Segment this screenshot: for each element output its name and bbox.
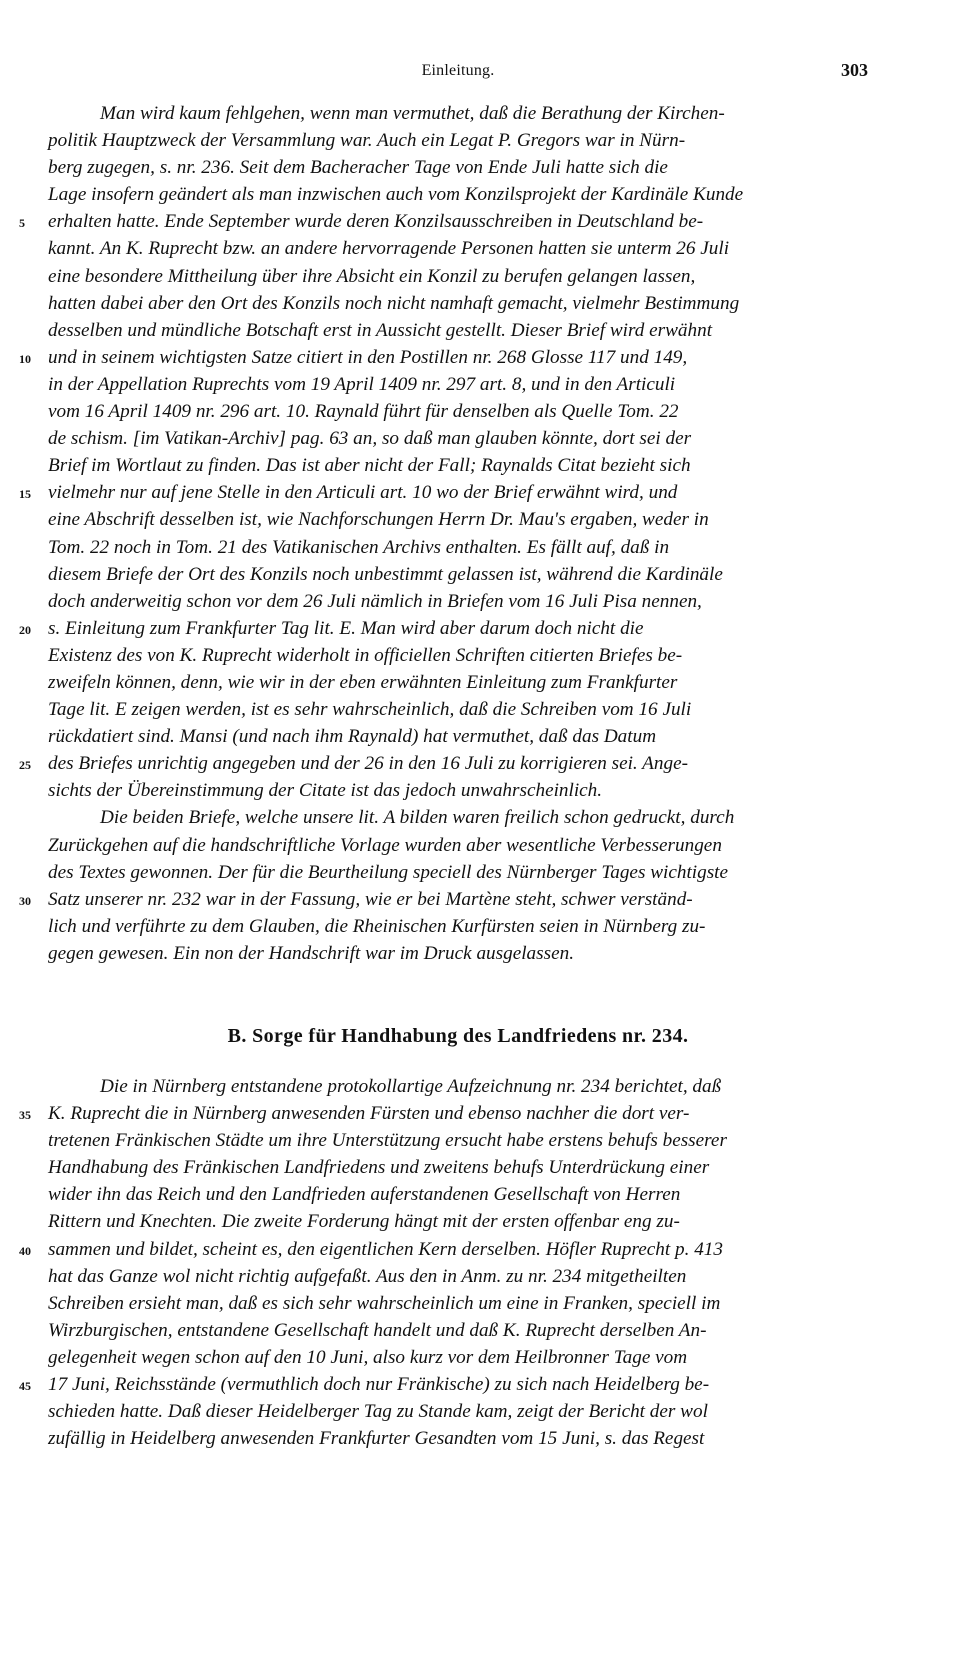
line-text: Satz unserer nr. 232 war in der Fassung, wie er bei Martène steht, schwer verständ-	[48, 888, 693, 910]
line-text: K. Ruprecht die in Nürnberg anwesenden Fürsten und ebenso nachher die dort ver-	[48, 1103, 690, 1125]
line-text: s. Einleitung zum Frankfurter Tag lit. E. Man wird aber darum doch nicht die	[48, 617, 644, 639]
page-number: 303	[841, 60, 868, 80]
line-text: des Textes gewonnen. Der für die Beurtheilung speciell des Nürnberger Tages wichtigste	[48, 861, 729, 883]
text-line	[48, 290, 868, 317]
text-line	[19, 479, 868, 506]
text-line	[48, 1425, 868, 1452]
text-line	[48, 1290, 868, 1317]
running-header	[48, 62, 868, 86]
text-line	[48, 100, 868, 127]
line-text: Tage lit. E zeigen werden, ist es sehr wahrscheinlich, daß die Schreiben vom 16 Juli	[48, 699, 692, 721]
text-line	[19, 1371, 868, 1398]
text-line	[48, 669, 868, 696]
section-b-text	[19, 1073, 868, 1452]
line-number: 25	[19, 758, 31, 773]
text-line	[48, 1181, 868, 1208]
line-text: desselben und mündliche Botschaft erst in Aussicht gestellt. Dieser Brief wird erwähnt	[48, 319, 713, 341]
line-number: 30	[19, 893, 31, 908]
text-line	[48, 696, 868, 723]
text-line	[48, 371, 868, 398]
text-line	[19, 750, 868, 777]
line-text: diesem Briefe der Ort des Konzils noch unbestimmt gelassen ist, während die Kardinäle	[48, 563, 723, 585]
text-line	[19, 1236, 868, 1263]
line-text: Brief im Wortlaut zu finden. Das ist aber nicht der Fall; Raynalds Citat bezieht sich	[48, 455, 691, 477]
line-text: Zurückgehen auf die handschriftliche Vorlage wurden aber wesentliche Verbesserungen	[48, 834, 722, 856]
line-text: Handhabung des Fränkischen Landfriedens und zweitens behufs Unterdrückung einer	[48, 1157, 710, 1179]
line-text: eine Abschrift desselben ist, wie Nachforschungen Herrn Dr. Mau's ergaben, weder in	[48, 509, 709, 531]
line-text: Die in Nürnberg entstandene protokollartige Aufzeichnung nr. 234 berichtet, daß	[100, 1076, 722, 1097]
line-number: 45	[19, 1379, 31, 1394]
line-number: 15	[19, 487, 31, 502]
section-heading-b: B. Sorge für Handhabung des Landfriedens nr. 234.	[227, 1025, 689, 1047]
text-line	[48, 859, 868, 886]
text-line	[48, 534, 868, 561]
section-a-text	[19, 100, 868, 967]
line-text: zufällig in Heidelberg anwesenden Frankfurter Gesandten vom 15 Juni, s. das Regest	[48, 1428, 705, 1450]
line-text: schieden hatte. Daß dieser Heidelberger Tag zu Stande kam, zeigt der Bericht der wol	[48, 1401, 708, 1423]
running-title: Einleitung.	[421, 62, 495, 79]
text-line	[48, 506, 868, 533]
line-number: 10	[19, 351, 31, 366]
text-line	[48, 1073, 868, 1100]
text-line	[48, 1127, 868, 1154]
line-number: 35	[19, 1108, 31, 1123]
line-text: wider ihn das Reich und den Landfrieden auferstandenen Gesellschaft von Herren	[48, 1184, 681, 1206]
text-line	[48, 317, 868, 344]
text-line	[48, 642, 868, 669]
text-line	[48, 913, 868, 940]
line-text: kannt. An K. Ruprecht bzw. an andere hervorragende Personen hatten sie unterm 26 Juli	[48, 238, 730, 260]
text-line	[48, 1398, 868, 1425]
line-text: vom 16 April 1409 nr. 296 art. 10. Raynald führt für denselben als Quelle Tom. 22	[48, 401, 679, 423]
text-line	[19, 886, 868, 913]
text-line	[48, 1154, 868, 1181]
text-line	[48, 940, 868, 967]
text-line	[19, 1100, 868, 1127]
text-line	[19, 208, 868, 235]
text-line	[48, 127, 868, 154]
text-line	[48, 235, 868, 262]
line-text: politik Hauptzweck der Versammlung war. Auch ein Legat P. Gregors war in Nürn-	[48, 130, 686, 152]
line-text: Rittern und Knechten. Die zweite Forderung hängt mit der ersten offenbar eng zu-	[48, 1211, 680, 1233]
line-text: hat das Ganze wol nicht richtig aufgefaßt. Aus den in Anm. zu nr. 234 mitgetheilten	[48, 1265, 687, 1287]
text-line	[48, 181, 868, 208]
line-text: rückdatiert sind. Mansi (und nach ihm Raynald) hat vermuthet, daß das Datum	[48, 726, 657, 748]
text-line	[48, 1263, 868, 1290]
line-text: doch anderweitig schon vor dem 26 Juli nämlich in Briefen vom 16 Juli Pisa nennen,	[48, 590, 702, 612]
line-text: zweifeln können, denn, wie wir in der eben erwähnten Einleitung zum Frankfurter	[48, 671, 678, 693]
line-number: 5	[19, 216, 25, 231]
line-text: erhalten hatte. Ende September wurde deren Konzilsausschreiben in Deutschland be-	[48, 211, 704, 233]
text-line	[48, 1344, 868, 1371]
text-line	[48, 561, 868, 588]
line-text: in der Appellation Ruprechts vom 19 April 1409 nr. 297 art. 8, und in den Articuli	[48, 373, 676, 395]
line-text: berg zugegen, s. nr. 236. Seit dem Bacheracher Tage von Ende Juli hatte sich die	[48, 157, 668, 179]
line-number: 20	[19, 622, 31, 637]
line-text: gelegenheit wegen schon auf den 10 Juni, also kurz vor dem Heilbronner Tage vom	[48, 1346, 688, 1368]
text-line	[48, 723, 868, 750]
text-line	[48, 425, 868, 452]
line-text: de schism. [im Vatikan-Archiv] pag. 63 an, so daß man glauben könnte, dort sei der	[48, 428, 692, 450]
line-text: und in seinem wichtigsten Satze citiert in den Postillen nr. 268 Glosse 117 und 149,	[48, 346, 688, 368]
text-line	[48, 263, 868, 290]
line-text: hatten dabei aber den Ort des Konzils noch nicht namhaft gemacht, vielmehr Bestimmung	[48, 292, 740, 314]
line-text: sammen und bildet, scheint es, den eigentlichen Kern derselben. Höfler Ruprecht p. 413	[48, 1238, 723, 1260]
text-line	[19, 344, 868, 371]
text-line	[19, 615, 868, 642]
line-text: Tom. 22 noch in Tom. 21 des Vatikanischen Archivs enthalten. Es fällt auf, daß in	[48, 536, 670, 558]
line-text: Wirzburgischen, entstandene Gesellschaft handelt und daß K. Ruprecht derselben An-	[48, 1319, 707, 1341]
line-text: des Briefes unrichtig angegeben und der 26 in den 16 Juli zu korrigieren sei. Ange-	[48, 753, 688, 775]
text-line	[48, 1317, 868, 1344]
text-line	[48, 804, 868, 831]
line-text: vielmehr nur auf jene Stelle in den Articuli art. 10 wo der Brief erwähnt wird, und	[48, 482, 678, 504]
text-line	[48, 452, 868, 479]
text-line	[48, 154, 868, 181]
text-line	[48, 832, 868, 859]
line-number: 40	[19, 1243, 31, 1258]
line-text: Man wird kaum fehlgehen, wenn man vermuthet, daß die Berathung der Kirchen-	[100, 103, 725, 124]
line-text: Existenz des von K. Ruprecht widerholt in officiellen Schriften citierten Briefes be-	[48, 644, 683, 666]
line-text: lich und verführte zu dem Glauben, die Rheinischen Kurfürsten seien in Nürnberg zu-	[48, 915, 706, 937]
line-text: Schreiben ersieht man, daß es sich sehr wahrscheinlich um eine in Franken, speciell im	[48, 1292, 721, 1314]
line-text: 17 Juni, Reichsstände (vermuthlich doch nur Fränkische) zu sich nach Heidelberg be-	[48, 1374, 710, 1396]
text-line	[48, 398, 868, 425]
line-text: tretenen Fränkischen Städte um ihre Unterstützung ersucht habe erstens behufs besserer	[48, 1130, 727, 1152]
line-text: gegen gewesen. Ein non der Handschrift war im Druck ausgelassen.	[48, 942, 574, 964]
text-line	[48, 1208, 868, 1235]
text-line	[48, 777, 868, 804]
line-text: Die beiden Briefe, welche unsere lit. A bilden waren freilich schon gedruckt, durch	[100, 807, 735, 829]
line-text: eine besondere Mittheilung über ihre Absicht ein Konzil zu berufen gelangen lassen,	[48, 265, 696, 287]
text-line	[48, 588, 868, 615]
line-text: sichts der Übereinstimmung der Citate ist das jedoch unwahrscheinlich.	[48, 780, 603, 802]
line-text: Lage insofern geändert als man inzwischen auch vom Konzilsprojekt der Kardinäle Kunde	[48, 184, 744, 206]
